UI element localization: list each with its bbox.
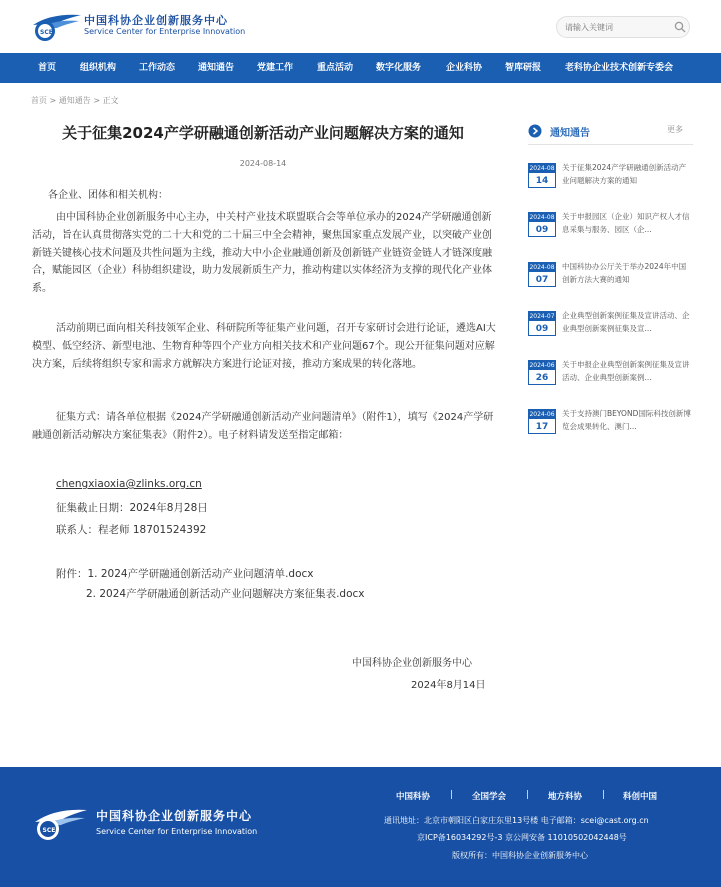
nav-tech-committee[interactable]: 老科协企业技术创新专委会 xyxy=(565,63,674,73)
sidebar-notice-item[interactable] xyxy=(528,163,693,203)
nav-digital-services[interactable]: 数字化服务 xyxy=(376,63,422,73)
sidebar-header xyxy=(528,122,693,146)
scei-logo-icon[interactable] xyxy=(31,9,83,45)
attachment-link-1[interactable]: 1. 2024产学研融通创新活动产业问题清单.docx xyxy=(87,568,314,580)
footer-address: 通讯地址：北京市朝阳区白家庄东里13号楼 电子邮箱：scei@cast.org.cn xyxy=(384,816,649,825)
breadcrumb-sep: > xyxy=(90,96,103,105)
breadcrumb xyxy=(31,95,119,106)
org-name-cn: 中国科协企业创新服务中心 xyxy=(84,14,228,27)
org-name-en: Service Center for Enterprise Innovation xyxy=(84,27,246,36)
breadcrumb-current: 正文 xyxy=(102,96,119,105)
signature-org: 中国科协企业创新服务中心 xyxy=(352,658,472,669)
site-header xyxy=(0,0,721,53)
svg-text:SCEI: SCEI xyxy=(40,29,56,36)
contact-text: 联系人：程老师 18701524392 xyxy=(56,524,207,536)
date-day: 09 xyxy=(535,324,549,334)
svg-text:SCEI: SCEI xyxy=(42,827,58,834)
breadcrumb-section[interactable]: 通知通告 xyxy=(58,96,91,105)
nav-party-work[interactable]: 党建工作 xyxy=(257,63,294,73)
notice-title[interactable]: 关于申报企业典型创新案例征集及宣讲活动、企业典型创新案例... xyxy=(562,360,690,382)
date-badge xyxy=(528,212,556,237)
greeting: 各企业、团体和相关机构： xyxy=(48,190,168,201)
date-day: 17 xyxy=(535,422,549,432)
notice-title[interactable]: 关于申报园区（企业）知识产权人才信息采集与服务、园区（企... xyxy=(562,212,690,234)
date-badge xyxy=(528,409,556,434)
sidebar-notice-item[interactable] xyxy=(528,262,693,302)
date-year-month: 2024-06 xyxy=(529,362,555,369)
more-link[interactable]: 更多 xyxy=(667,125,683,134)
footer-copyright: 版权所有：中国科协企业创新服务中心 xyxy=(452,851,588,860)
nav-key-activities[interactable]: 重点活动 xyxy=(317,63,354,73)
footer-org-name-en: Service Center for Enterprise Innovation xyxy=(96,827,258,836)
footer-link-separator: | xyxy=(450,790,453,800)
footer-link-national-societies[interactable]: 全国学会 xyxy=(472,792,507,802)
nav-notices[interactable]: 通知通告 xyxy=(198,63,235,73)
sidebar-title: 通知通告 xyxy=(550,128,590,139)
notice-title[interactable]: 关于支持澳门BEYOND国际科技创新博览会成果转化、澳门... xyxy=(562,409,691,431)
footer-logo-icon xyxy=(33,804,89,844)
date-year-month: 2024-07 xyxy=(529,313,555,320)
date-badge xyxy=(528,311,556,336)
date-day: 26 xyxy=(535,373,549,383)
signature-date: 2024年8月14日 xyxy=(411,680,486,691)
email-link[interactable]: chengxiaoxia@zlinks.org.cn xyxy=(56,478,202,490)
date-badge xyxy=(528,360,556,385)
footer-link-kczg[interactable]: 科创中国 xyxy=(623,792,658,802)
main-nav xyxy=(0,53,721,83)
nav-think-tank[interactable]: 智库研报 xyxy=(505,63,542,73)
attachment-link-2[interactable]: 2. 2024产学研融通创新活动产业问题解决方案征集表.docx xyxy=(86,588,365,600)
paragraph-2: 活动前期已面向相关科技领军企业、科研院所等征集产业问题，召开专家研讨会进行论证，遴选AI大模型、低空经济、新型电池、生物育种等四个产业方向相关技术和产业问题67个。现公开征集问题对应解决方案，后续将组织专家和需求方就解决方案进行论证对接，推动方案成果的转化落地。 xyxy=(32,323,496,370)
footer-icp: 京ICP备16034292号-3 京公网安备 11010502042448号 xyxy=(417,833,627,842)
notice-title[interactable]: 关于征集2024产学研融通创新活动产业问题解决方案的通知 xyxy=(562,163,687,185)
date-day: 14 xyxy=(535,176,549,186)
notice-title[interactable]: 中国科协办公厅关于举办2024年中国创新方法大赛的通知 xyxy=(562,262,687,284)
search-box xyxy=(556,16,690,38)
footer-link-local-cast[interactable]: 地方科协 xyxy=(548,792,583,802)
date-year-month: 2024-08 xyxy=(529,214,555,221)
nav-work-news[interactable]: 工作动态 xyxy=(139,63,176,73)
paragraph-3: 征集方式：请各单位根据《2024产学研融通创新活动产业问题清单》（附件1），填写《2024产学研融通创新活动解决方案征集表》（附件2）。电子材料请发送至指定邮箱： xyxy=(32,412,494,441)
date-badge xyxy=(528,262,556,287)
date-badge xyxy=(528,163,556,188)
date-year-month: 2024-06 xyxy=(529,411,555,418)
nav-home[interactable]: 首页 xyxy=(38,63,57,73)
breadcrumb-home[interactable]: 首页 xyxy=(31,96,47,105)
sidebar-divider xyxy=(528,144,693,145)
footer-link-separator: | xyxy=(526,790,529,800)
page-title: 关于征集2024产学研融通创新活动产业问题解决方案的通知 xyxy=(62,124,464,142)
paragraph-1: 由中国科协企业创新服务中心主办，中关村产业技术联盟联合会等单位承办的2024产学研融通创新活动，旨在认真贯彻落实党的二十大和党的二十届三中全会精神，聚焦国家重点发展产业，以突破产业创新链关键核心技术问题及共性问题为主线，推动大中小企业融通创新及创新链产业链资金链人才链深度融合，赋能园区（企业）科协组织建设，助力发展新质生产力，推动构建以实体经济为支撑的现代化产业体系。 xyxy=(32,212,492,295)
date-year-month: 2024-08 xyxy=(529,165,555,172)
contact-email-link[interactable] xyxy=(56,478,202,490)
search-icon[interactable] xyxy=(674,21,686,33)
date-day: 09 xyxy=(535,225,549,235)
publish-date: 2024-08-14 xyxy=(239,159,287,168)
sidebar-notice-item[interactable] xyxy=(528,360,693,400)
search-input[interactable] xyxy=(565,20,669,35)
nav-organization[interactable]: 组织机构 xyxy=(80,63,117,73)
breadcrumb-sep: > xyxy=(47,96,59,105)
attachments xyxy=(56,566,314,581)
notice-title[interactable]: 企业典型创新案例征集及宣讲活动、企业典型创新案例征集及宣... xyxy=(562,311,690,333)
nav-enterprise-association[interactable]: 企业科协 xyxy=(446,63,483,73)
footer-link-separator: | xyxy=(602,790,605,800)
date-day: 07 xyxy=(535,275,549,285)
deadline-text: 征集截止日期：2024年8月28日 xyxy=(56,502,208,514)
sidebar-notice-item[interactable] xyxy=(528,212,693,252)
footer-org-name-cn: 中国科协企业创新服务中心 xyxy=(96,809,253,823)
attachments-label: 附件： xyxy=(56,568,88,580)
notice-icon xyxy=(528,124,542,138)
footer-link-cast[interactable]: 中国科协 xyxy=(396,792,431,802)
sidebar-notice-item[interactable] xyxy=(528,409,693,449)
site-footer xyxy=(0,767,721,887)
date-year-month: 2024-08 xyxy=(529,264,555,271)
sidebar-notice-item[interactable] xyxy=(528,311,693,351)
